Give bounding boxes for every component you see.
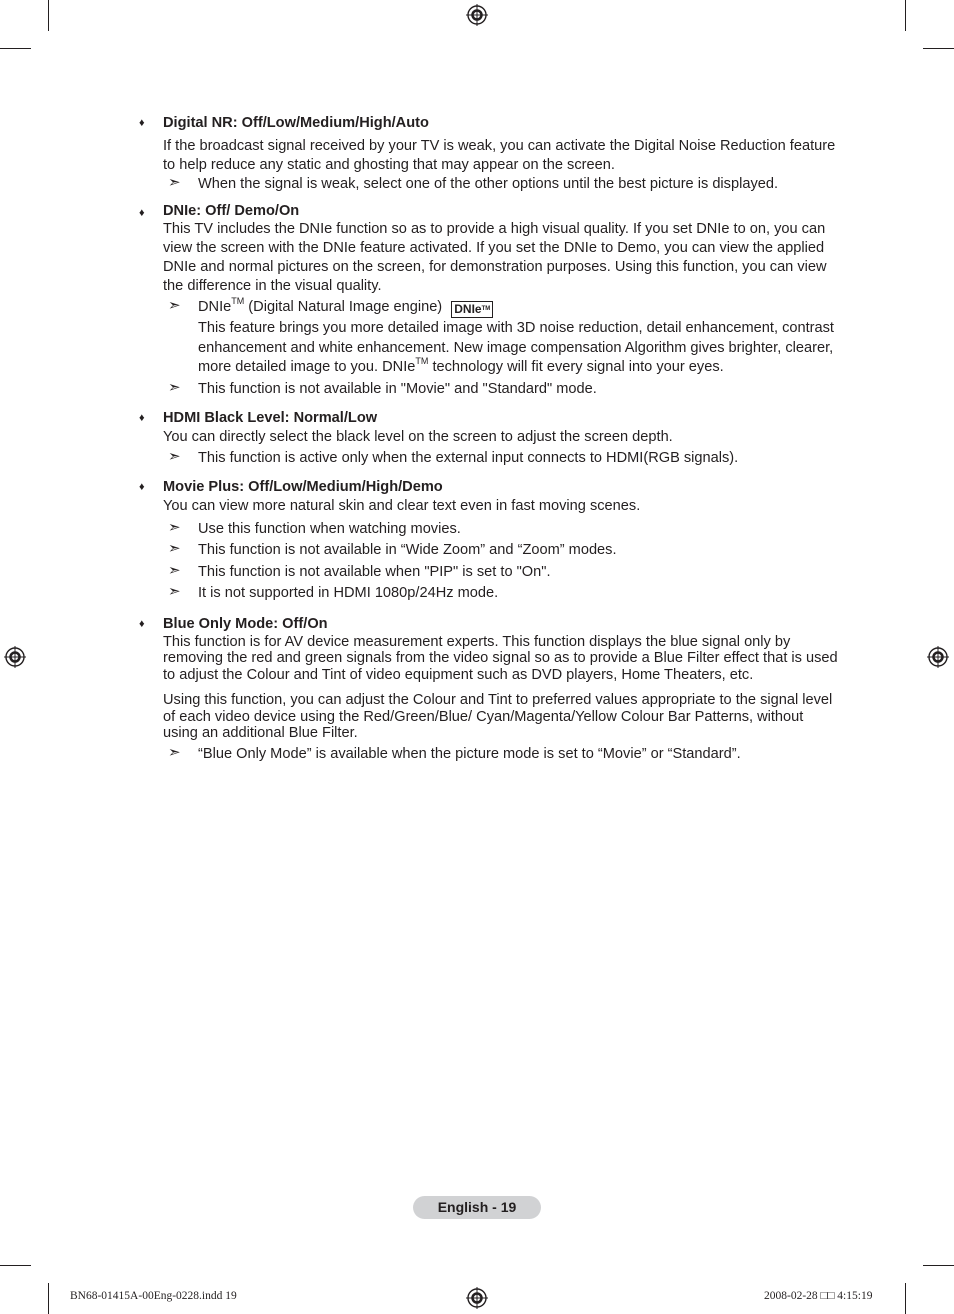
dnie-body-suffix: technology will fit every signal into your eyes. <box>428 359 724 375</box>
trademark-sup: TM <box>231 296 245 307</box>
note-dnie <box>168 296 839 378</box>
note-arrow-icon: ➣ <box>168 447 181 465</box>
bullet-icon: ♦ <box>139 411 145 424</box>
section-heading: Blue Only Mode: Off/On <box>163 615 328 632</box>
section-heading: DNIe: Off/ Demo/On <box>163 203 300 219</box>
note-text: This function is not available when "PIP" is set to "On". <box>198 563 551 580</box>
bullet-icon: ♦ <box>139 480 145 493</box>
note-arrow-icon: ➣ <box>168 743 181 761</box>
note <box>168 174 839 194</box>
note-arrow-icon: ➣ <box>168 561 181 579</box>
section-heading: Digital NR: Off/Low/Medium/High/Auto <box>163 115 429 131</box>
note <box>168 540 839 562</box>
crop-mark <box>48 0 49 31</box>
dnie-note-title <box>198 298 839 318</box>
dnie-logo <box>451 301 493 318</box>
note-text: This function is not available in "Movie" and "Standard" mode. <box>198 380 597 397</box>
note <box>168 378 839 399</box>
section-paragraph: This function is for AV device measurement experts. This function displays the blue signal only by removing the red and green signals from the video signal so as to provide a Blue Filter effect that is used to adjust the Colour and Tint of video equipment such as DVD players, Home Theaters, etc. <box>163 633 838 683</box>
dnie-logo-text: DNIe <box>454 302 482 316</box>
note-arrow-icon: ➣ <box>168 297 181 314</box>
page-number-badge: English - 19 <box>413 1196 541 1219</box>
note-text: It is not supported in HDMI 1080p/24Hz mode. <box>198 585 499 601</box>
section-paragraph: If the broadcast signal received by your TV is weak, you can activate the Digital Noise Reduction feature to help reduce any static and ghosting that may appear on the screen. <box>163 138 836 173</box>
note-text: This function is not available in “Wide Zoom” and “Zoom” modes. <box>198 542 617 558</box>
note <box>168 447 839 468</box>
dnie-logo-tm: TM <box>481 306 491 312</box>
dnie-title-prefix: DNIe <box>198 299 232 315</box>
section-hdmi-black-level <box>139 408 839 468</box>
section-paragraph: This TV includes the DNIe function so as to provide a high visual quality. If you set DNIe to on, you can view the screen with the DNIe feature activated. If you set the DNIe to Demo, you can view the applied DNIe and normal pictures on the screen, for demonstration purposes. Using this function, you can view the difference in the visual quality. <box>163 221 827 294</box>
section-heading: HDMI Black Level: Normal/Low <box>163 409 378 426</box>
crop-mark <box>48 1283 49 1314</box>
trademark-sup: TM <box>415 356 429 367</box>
crop-mark <box>923 48 954 49</box>
note-arrow-icon: ➣ <box>168 518 181 536</box>
footer-file-name: BN68-01415A-00Eng-0228.indd 19 <box>70 1290 237 1302</box>
registration-mark-icon <box>927 646 949 668</box>
section-paragraph: Using this function, you can adjust the Colour and Tint to preferred values appropriate to the signal level of each video device using the Red/Green/Blue/ Cyan/Magenta/Yellow Colour Bar Patterns, without using an additional Blue Filter. <box>163 692 833 741</box>
note-text: “Blue Only Mode” is available when the picture mode is set to “Movie” or “Standard”. <box>198 745 741 762</box>
footer-timestamp: 2008-02-28 □□ 4:15:19 <box>764 1290 873 1302</box>
note <box>168 583 839 605</box>
registration-mark-icon <box>4 646 26 668</box>
section-heading: Movie Plus: Off/Low/Medium/High/Demo <box>163 478 443 495</box>
note-arrow-icon: ➣ <box>168 540 181 557</box>
note-arrow-icon: ➣ <box>168 583 181 600</box>
note-text: This function is active only when the external input connects to HDMI(RGB signals). <box>198 449 739 466</box>
crop-mark <box>905 0 906 31</box>
note-arrow-icon: ➣ <box>168 378 181 396</box>
section-paragraph: You can view more natural skin and clear text even in fast moving scenes. <box>163 497 641 514</box>
bullet-icon: ♦ <box>139 207 145 219</box>
section-paragraph: You can directly select the black level on the screen to adjust the screen depth. <box>163 428 673 445</box>
note <box>168 518 839 541</box>
section-dnie <box>139 203 839 399</box>
registration-mark-icon <box>466 4 488 26</box>
crop-mark <box>923 1265 954 1266</box>
section-digital-nr <box>139 113 839 194</box>
note-arrow-icon: ➣ <box>168 174 181 191</box>
crop-mark <box>905 1283 906 1314</box>
dnie-title-suffix: (Digital Natural Image engine) <box>244 299 443 315</box>
note <box>168 743 839 764</box>
note-text: When the signal is weak, select one of the other options until the best picture is displayed. <box>198 176 779 192</box>
bullet-icon: ♦ <box>139 117 145 129</box>
crop-mark <box>0 1265 31 1266</box>
registration-mark-icon <box>466 1287 488 1309</box>
note <box>168 561 839 584</box>
section-movie-plus <box>139 477 839 605</box>
note-text: Use this function when watching movies. <box>198 520 461 537</box>
dnie-body-text: This feature brings you more detailed image with 3D noise reduction, detail enhancement, contrast enhancement and white enhancement. New image compensation Algorithm gives brighter, clearer, more detailed image to you. DNIe <box>198 320 834 375</box>
crop-mark <box>0 48 31 49</box>
bullet-icon: ♦ <box>139 617 145 630</box>
section-blue-only-mode <box>139 614 839 764</box>
page-content <box>139 113 839 773</box>
dnie-note-body <box>198 319 839 378</box>
